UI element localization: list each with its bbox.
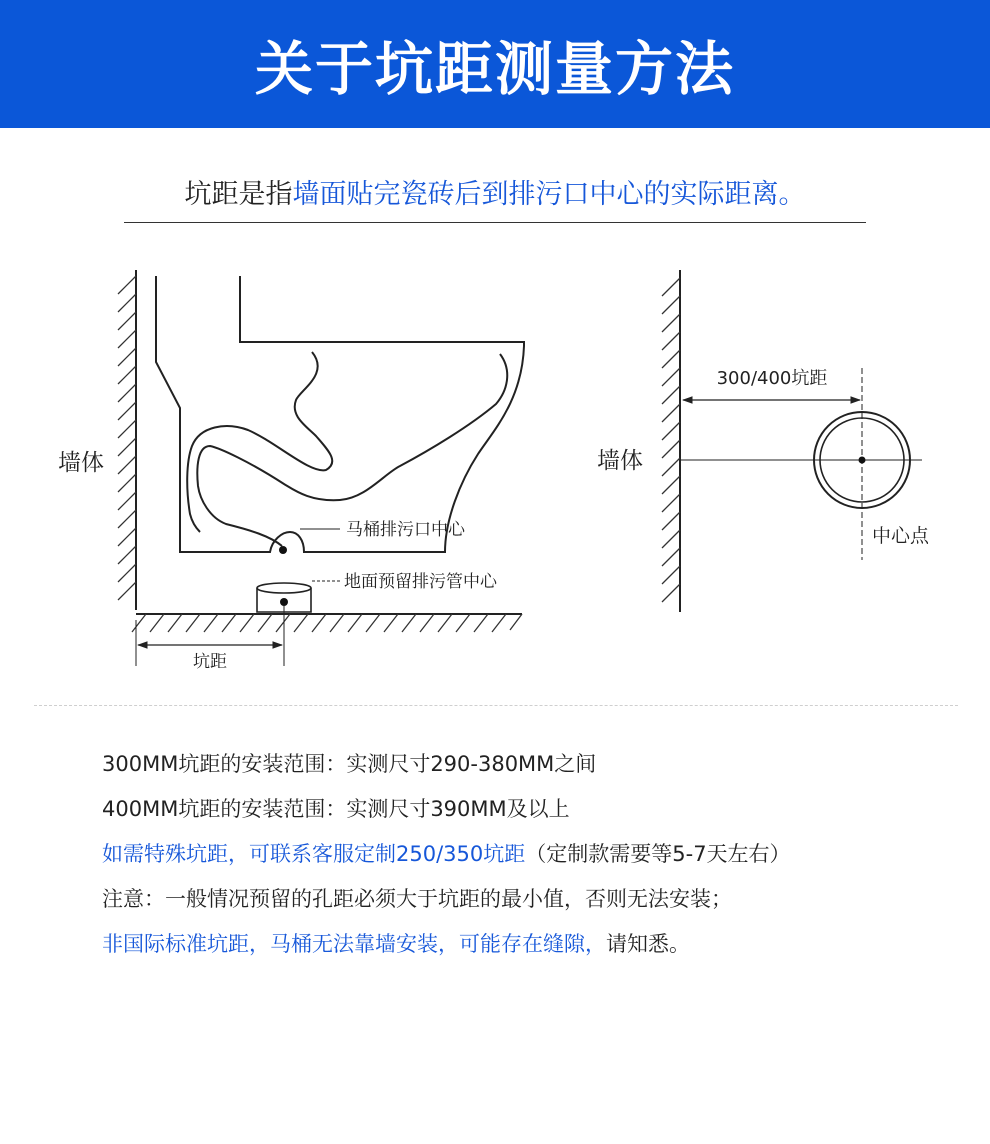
bowl-inner (197, 354, 507, 546)
notes-list (102, 742, 962, 967)
definition-sentence (0, 172, 990, 211)
note-segment: （定制款需要等5-7天左右） (525, 842, 791, 866)
top-wall-hatch (662, 278, 680, 602)
note-line (102, 742, 962, 787)
side-wall-label: 墙体 (58, 450, 104, 476)
center-point-dot (859, 457, 866, 464)
outlet-label: 马桶排污口中心 (346, 520, 465, 540)
definition-highlight: 墙面贴完瓷砖后到排污口中心的实际距离。 (292, 179, 806, 210)
floor-pipe-center-dot (280, 598, 288, 606)
note-line (102, 922, 962, 967)
note-line (102, 832, 962, 877)
note-segment: 注意：一般情况预留的孔距必须大于坑距的最小值，否则无法安装； (102, 887, 732, 911)
floor-hatch (132, 614, 522, 632)
top-distance-label: 300/400坑距 (716, 368, 828, 389)
note-line (102, 877, 962, 922)
side-distance-label: 坑距 (193, 652, 227, 672)
note-segment: 300MM坑距的安装范围：实测尺寸290-380MM之间 (102, 752, 597, 776)
outlet-center-dot (279, 546, 287, 554)
floor-pipe-top (257, 583, 311, 593)
toilet-body (156, 276, 524, 552)
definition-prefix: 坑距是指 (184, 179, 293, 210)
note-segment: 请知悉。 (606, 932, 690, 956)
measurement-diagram (0, 250, 990, 690)
page-title: 关于坑距测量方法 (254, 35, 735, 103)
floor-pipe-label: 地面预留排污管中心 (344, 572, 497, 592)
note-line (102, 787, 962, 832)
note-segment-highlight: 如需特殊坑距，可联系客服定制250/350坑距 (102, 842, 526, 866)
center-point-label: 中心点 (872, 525, 930, 547)
note-segment-highlight: 非国际标准坑距，马桶无法靠墙安装，可能存在缝隙， (102, 932, 606, 956)
definition-underline (124, 222, 866, 223)
note-segment: 400MM坑距的安装范围：实测尺寸390MM及以上 (102, 797, 570, 821)
top-wall-label: 墙体 (597, 448, 643, 474)
title-banner (0, 0, 990, 128)
side-view (58, 270, 524, 672)
section-divider (34, 705, 958, 706)
trapway (187, 352, 332, 532)
wall-hatch (118, 276, 136, 600)
top-view (597, 270, 930, 612)
